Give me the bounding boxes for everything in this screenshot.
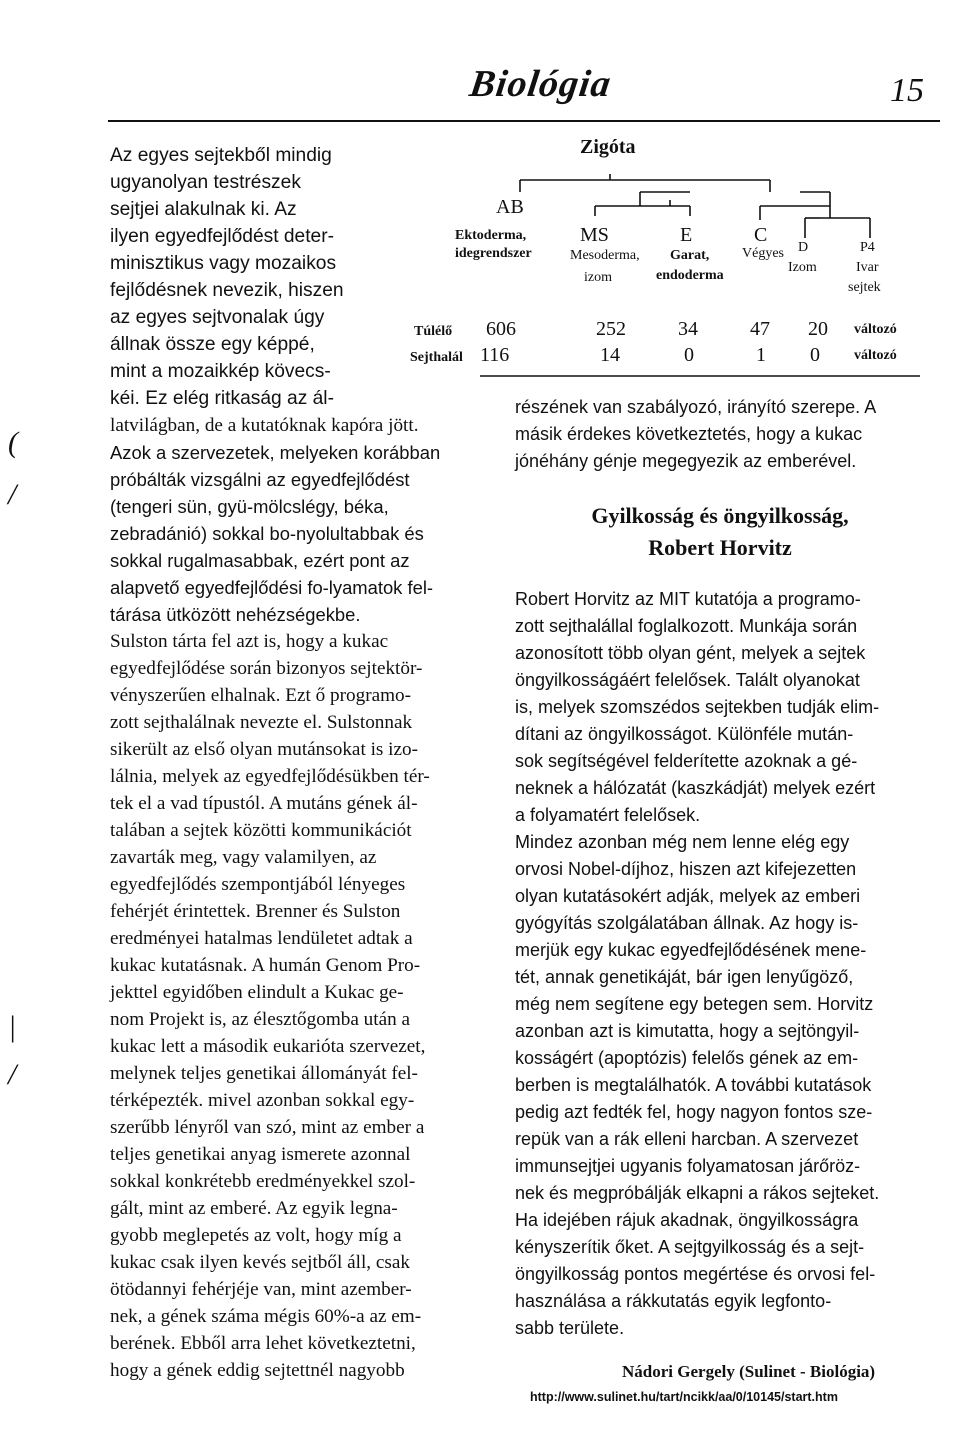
survivor-count: 606 <box>486 318 516 340</box>
text-line: gált, mint az emberé. Az egyik legna- <box>110 1198 398 1219</box>
zygote-label: Zigóta <box>580 136 636 158</box>
death-count: 0 <box>810 344 820 366</box>
text-line: immunsejtjei ugyanis folyamatosan járőröz- <box>515 1156 861 1176</box>
p4-tissue-label: Ivar <box>856 260 879 275</box>
text-line: kosságért (apoptózis) felelős gének az em- <box>515 1048 859 1068</box>
text-line: próbálták vizsgálni az egyedfejlődést <box>110 469 410 490</box>
text-line: kéi. Ez elég ritkaság az ál- <box>110 388 334 409</box>
survivor-row-label: Túlélő <box>414 324 453 339</box>
margin-mark: | <box>8 1010 17 1043</box>
p4-tissue-label-2: sejtek <box>848 280 881 295</box>
text-line: Sulston tárta fel azt is, hogy a kukac <box>110 631 389 652</box>
margin-mark: ( <box>8 426 18 459</box>
e-label: E <box>680 224 693 246</box>
text-line: még nem segítene egy betegen sem. Horvitz <box>515 994 874 1014</box>
text-line: zott sejthalálnak nevezte el. Sulstonnak <box>110 712 413 733</box>
text-line: egyedfejlődése során bizonyos sejtektör- <box>110 658 423 679</box>
ms-label: MS <box>580 224 609 246</box>
text-line: tárása ütközött nehézségekbe. <box>110 604 361 625</box>
death-count: 0 <box>684 344 694 366</box>
c-label: C <box>754 224 768 246</box>
text-line: Mindez azonban még nem lenne elég egy <box>515 832 850 852</box>
text-line: zebradánió) sokkal bo-nyolultabbak és <box>110 523 424 544</box>
survivor-count: 34 <box>678 318 698 340</box>
text-line: fehérjét érintettek. Brenner és Sulston <box>110 901 401 922</box>
ms-tissue-label: Mesoderma, <box>570 248 640 263</box>
text-line: talában a sejtek közötti kommunikációt <box>110 820 412 841</box>
d-label: D <box>798 240 809 255</box>
survivor-count: változó <box>854 322 897 337</box>
text-line: ötödannyi fehérjéje van, mint azember- <box>110 1279 412 1300</box>
death-count: 14 <box>600 344 620 366</box>
right-column-intro <box>515 394 935 475</box>
text-line: melynek teljes genetikai állományát fel- <box>110 1063 418 1084</box>
text-line: fejlődésnek nevezik, hiszen <box>110 280 344 301</box>
text-line: jónéhány génje megegyezik az emberével. <box>515 451 857 471</box>
ab-tissue-label-2: idegrendszer <box>455 246 532 261</box>
text-line: repük van a rák elleni harcban. A szervezet <box>515 1129 859 1149</box>
text-line: kukac lett a második eukarióta szervezet, <box>110 1036 426 1057</box>
ms-tissue-label-2: izom <box>584 270 612 285</box>
text-line: vényszerűen elhalnak. Ezt ő programo- <box>110 685 412 706</box>
article-signature: Nádori Gergely (Sulinet - Biológia) <box>622 1362 876 1381</box>
text-line: sokkal rugalmasabbak, ezért pont az <box>110 550 410 571</box>
text-line: az egyes sejtvonalak úgy <box>110 307 325 328</box>
text-line: hogy a gének eddig sejtettnél nagyobb <box>110 1360 405 1381</box>
text-line: a folyamatért felelősek. <box>515 805 701 825</box>
text-line: részének van szabályozó, irányító szerepe. A <box>515 397 877 417</box>
text-line: zavarták meg, vagy valamilyen, az <box>110 847 377 868</box>
header-rule <box>108 120 940 122</box>
death-count: változó <box>854 348 897 363</box>
d-tissue-label: Izom <box>788 260 817 275</box>
text-line: kukac csak ilyen kevés sejtből áll, csak <box>110 1252 410 1273</box>
text-line: Az egyes sejtekből mindig <box>110 145 332 166</box>
text-line: merjük egy kukac egyedfejlődésének mene- <box>515 940 867 960</box>
text-line: (tengeri sün, gyü-mölcslégy, béka, <box>110 496 389 517</box>
text-line: latvilágban, de a kutatóknak kapóra jött. <box>110 415 419 436</box>
p4-label: P4 <box>860 240 875 255</box>
text-line: orvosi Nobel-díjhoz, hiszen azt kifejezetten <box>515 859 857 879</box>
heading-line: Robert Horvitz <box>648 535 792 560</box>
ab-label: AB <box>496 196 524 218</box>
text-line: másik érdekes következtetés, hogy a kukac <box>515 424 863 444</box>
text-line: Azok a szervezetek, melyeken korábban <box>110 442 441 463</box>
text-line: gyobb meglepetés az volt, hogy míg a <box>110 1225 402 1246</box>
c-tissue-label: Végyes <box>742 246 784 261</box>
survivor-count: 47 <box>750 318 770 340</box>
text-line: nek, a gének száma mégis 60%-a az em- <box>110 1306 422 1327</box>
margin-mark: / <box>8 478 17 511</box>
text-line: szerűbb lényről van szó, mint az ember a <box>110 1117 425 1138</box>
page-number: 15 <box>890 72 924 109</box>
death-count: 1 <box>756 344 766 366</box>
text-line: térképezték. mivel azonban sokkal egy- <box>110 1090 415 1111</box>
section-heading <box>510 500 930 564</box>
survivor-count: 20 <box>808 318 828 340</box>
text-line: jekttel egyidőben elindult a Kukac ge- <box>110 982 404 1003</box>
text-line: használása a rákkutatás egyik legfonto- <box>515 1291 832 1311</box>
death-row-label: Sejthalál <box>410 350 463 365</box>
text-line: sokkal konkrétebb eredményekkel szol- <box>110 1171 416 1192</box>
text-line: nom Projekt is, az élesztőgomba után a <box>110 1009 410 1030</box>
text-line: tek el a vad típustól. A mutáns gének ál- <box>110 793 418 814</box>
text-line: egyedfejlődés szempontjából lényeges <box>110 874 406 895</box>
e-tissue-label: Garat, <box>670 248 710 263</box>
text-line: olyan kutatásokért adják, melyek az emberi <box>515 886 861 906</box>
text-line: öngyilkosság pontos megértése és orvosi fel- <box>515 1264 876 1284</box>
text-line: neknek a hálózatát (kaszkádját) melyek ezért <box>515 778 876 798</box>
survivor-count: 252 <box>596 318 626 340</box>
text-line: dítani az öngyilkosságot. Különféle mután- <box>515 724 854 744</box>
text-line: pedig azt fedték fel, hogy nagyon fontos sze- <box>515 1102 873 1122</box>
header-logo: Biológia <box>467 63 614 105</box>
text-line: ilyen egyedfejlődést deter- <box>110 226 334 247</box>
text-line: eredményei hatalmas lendületet adtak a <box>110 928 413 949</box>
text-line: öngyilkosságáért felelősek. Talált olyanokat <box>515 670 860 690</box>
text-line: kukac kutatásnak. A humán Genom Pro- <box>110 955 421 976</box>
text-line: sabb területe. <box>515 1318 625 1338</box>
text-line: Robert Horvitz az MIT kutatója a programo- <box>515 589 861 609</box>
text-line: ugyanolyan testrészek <box>110 172 301 193</box>
source-url[interactable]: http://www.sulinet.hu/tart/ncikk/aa/0/10145/start.htm <box>530 1390 838 1404</box>
text-line: zott sejthalállal foglalkozott. Munkája során <box>515 616 858 636</box>
text-line: azonosított több olyan gént, melyek a sejtek <box>515 643 866 663</box>
heading-line: Gyilkosság és öngyilkosság, <box>591 503 849 528</box>
text-line: minisztikus vagy mozaikos <box>110 253 337 274</box>
text-line: kényszerítik őket. A sejtgyilkosság és a sejt- <box>515 1237 865 1257</box>
text-line: nek és megpróbálják elkapni a rákos sejteket. <box>515 1183 880 1203</box>
text-line: sikerült az első olyan mutánsokat is izo- <box>110 739 418 760</box>
text-line: azonban azt is kimutatta, hogy a sejtöngyil- <box>515 1021 860 1041</box>
death-count: 116 <box>480 344 510 366</box>
text-line: berének. Ebből arra lehet következtetni, <box>110 1333 416 1354</box>
text-line: lálnia, melyek az egyedfejlődésükben tér- <box>110 766 430 787</box>
text-line: is, melyek szomszédos sejtekben tudják elim- <box>515 697 880 717</box>
cell-lineage-diagram <box>400 128 940 388</box>
e-tissue-label-2: endoderma <box>656 268 724 283</box>
text-line: tét, annak genetikáját, bár igen lenyűgöző, <box>515 967 854 987</box>
ab-tissue-label: Ektoderma, <box>455 228 527 243</box>
text-line: Ha idejében rájuk akadnak, öngyilkosságra <box>515 1210 859 1230</box>
text-line: teljes genetikai anyag ismerete azonnal <box>110 1144 411 1165</box>
right-column-body <box>515 586 935 1342</box>
text-line: alapvető egyedfejlődési fo-lyamatok fel- <box>110 577 434 598</box>
text-line: sejtjei alakulnak ki. Az <box>110 199 297 220</box>
text-line: sok segítségével felderítette azoknak a gé- <box>515 751 858 771</box>
text-line: mint a mozaikkép kövecs- <box>110 361 331 382</box>
text-line: berben is megtalálhatók. A további kutatások <box>515 1075 872 1095</box>
text-line: gyógyítás szolgálatában állnak. Az hogy is- <box>515 913 859 933</box>
text-line: állnak össze egy képpé, <box>110 334 315 355</box>
margin-mark: / <box>8 1058 17 1091</box>
